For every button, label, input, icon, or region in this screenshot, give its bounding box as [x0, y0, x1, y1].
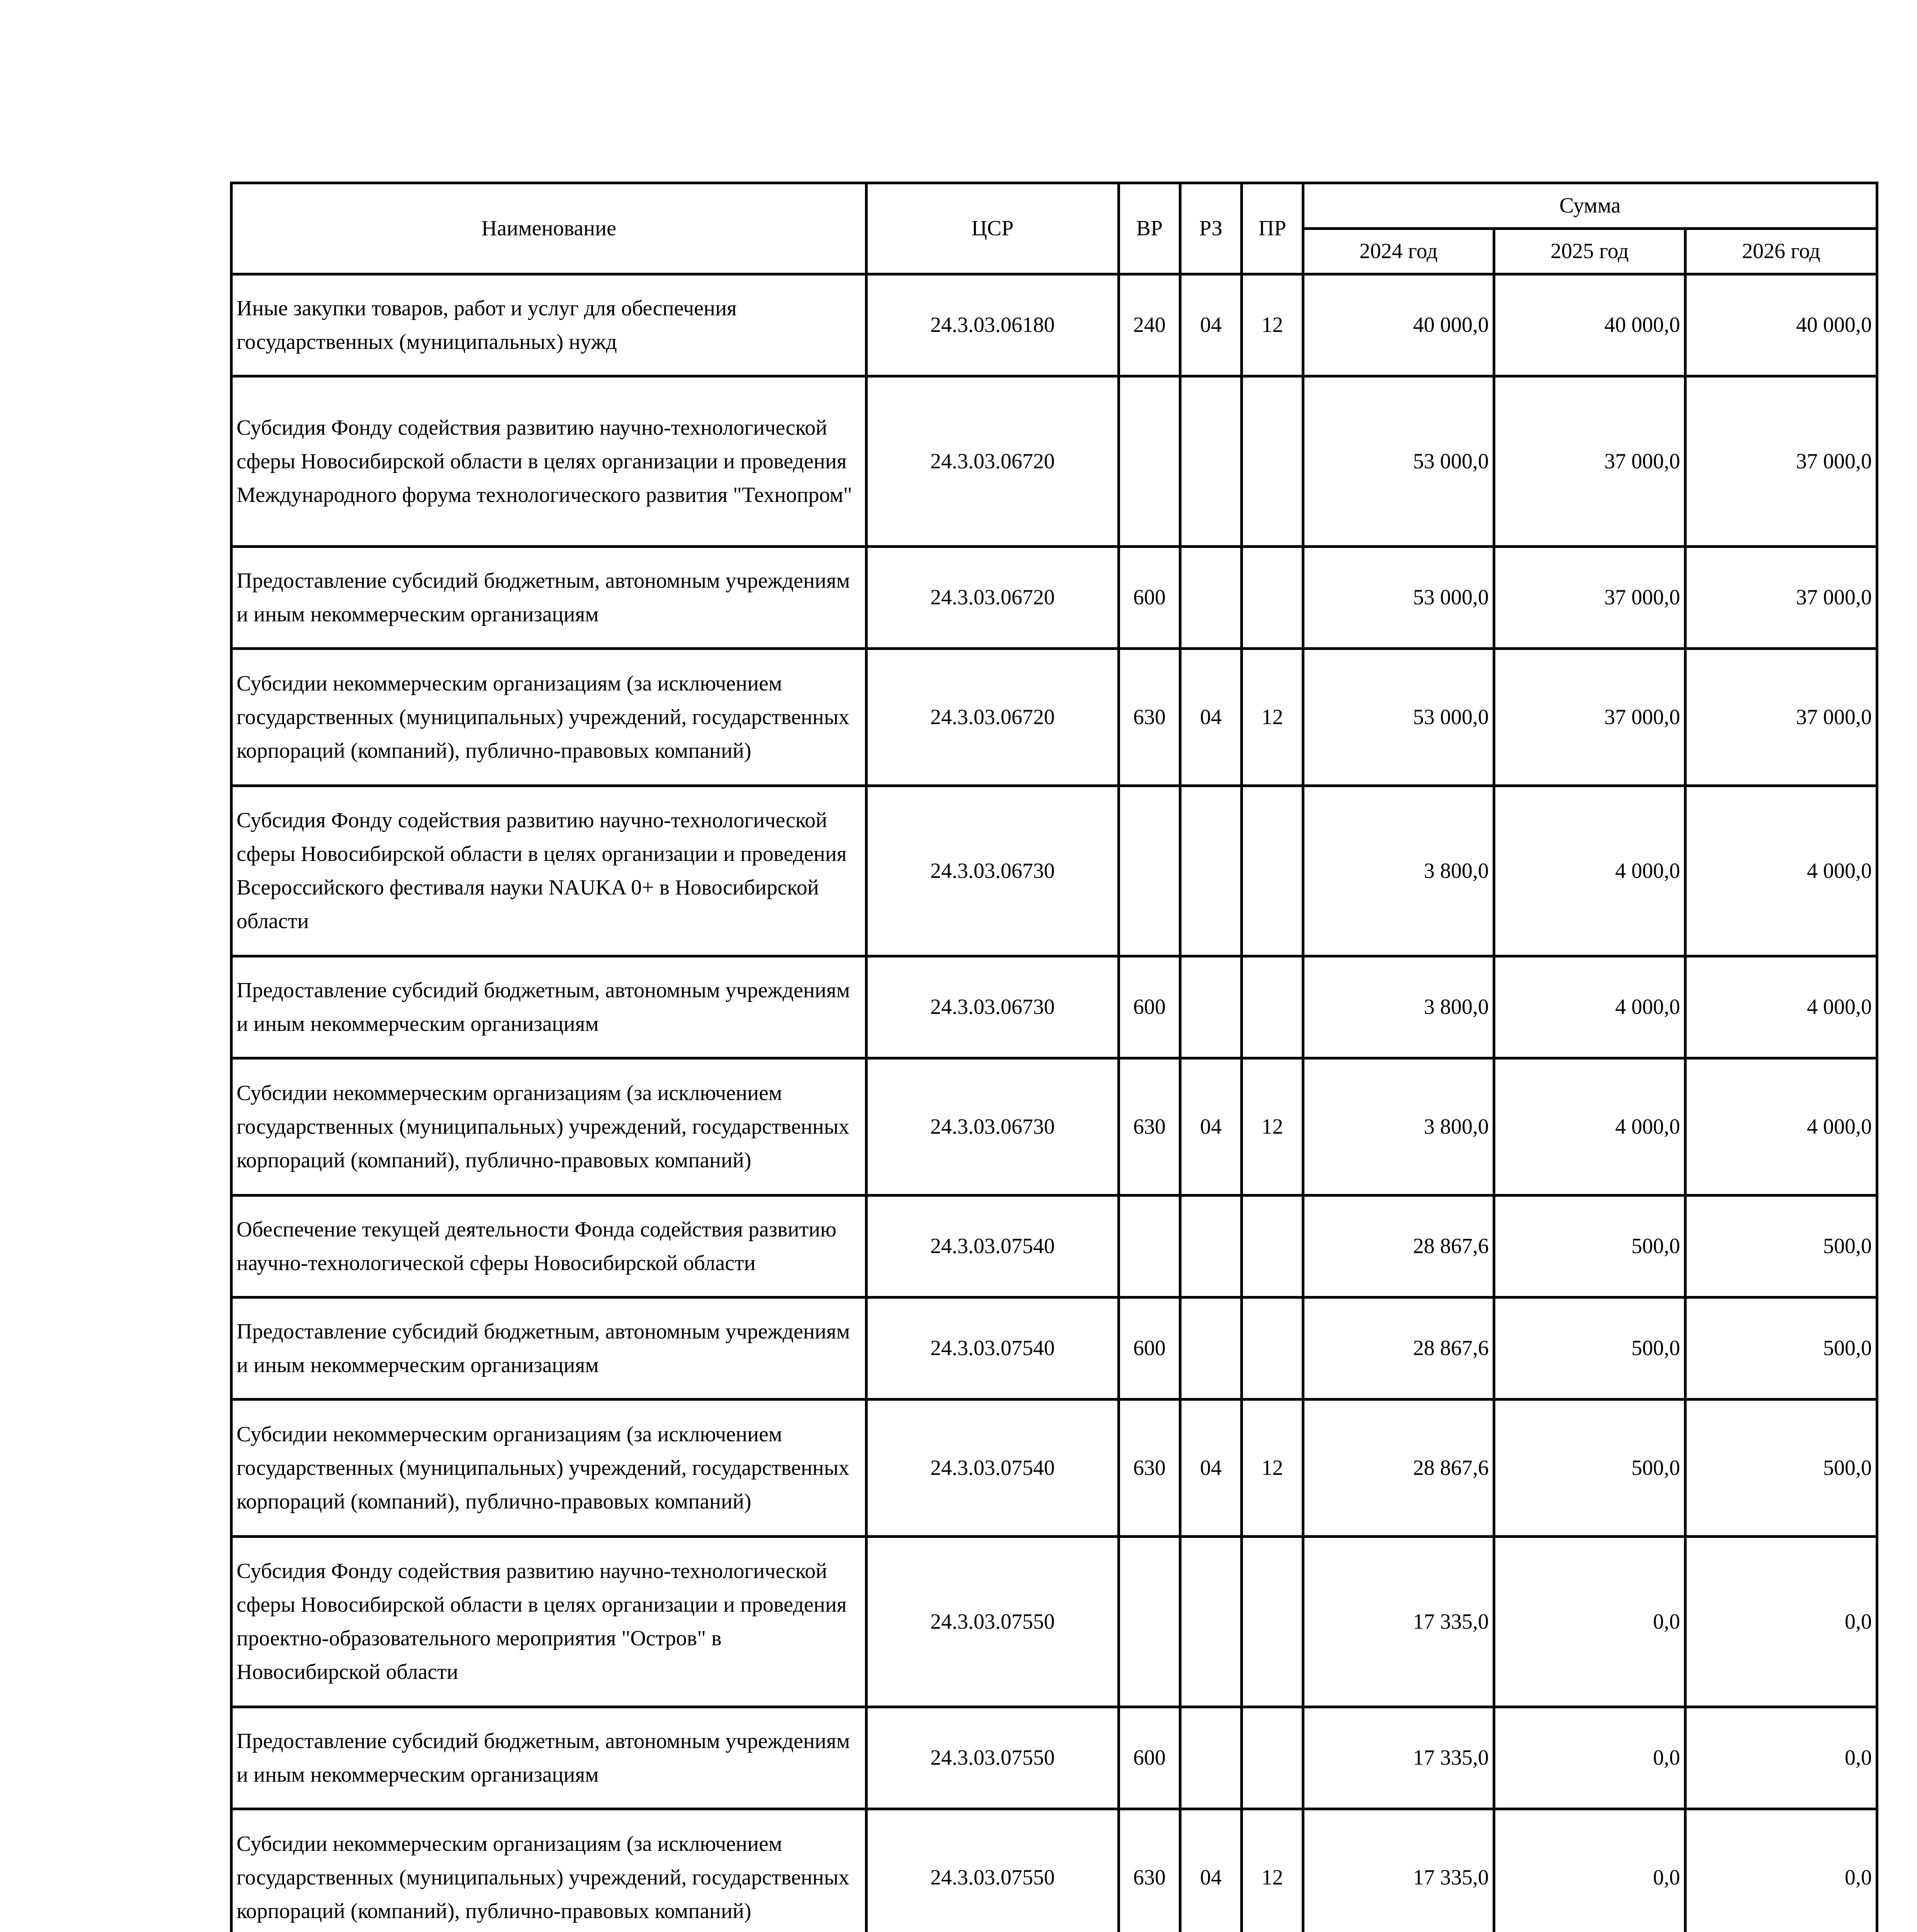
cell-rz [1180, 1298, 1242, 1400]
cell-csr: 24.3.03.07540 [867, 1196, 1119, 1298]
cell-2025: 0,0 [1494, 1537, 1685, 1707]
cell-2026: 0,0 [1685, 1707, 1877, 1809]
cell-name: Субсидии некоммерческим организациям (за исключением государственных (муниципальных) учреждений, государственных корпораций (компаний), публично-правовых компаний) [232, 1400, 867, 1537]
cell-2026: 4 000,0 [1685, 1058, 1877, 1196]
cell-vr [1119, 786, 1180, 956]
cell-csr: 24.3.03.07550 [867, 1537, 1119, 1707]
header-sum: Сумма [1303, 183, 1877, 229]
header-csr: ЦСР [867, 183, 1119, 274]
table-row [232, 547, 1877, 649]
cell-rz: 04 [1180, 1809, 1242, 1932]
cell-rz [1180, 547, 1242, 649]
cell-rz [1180, 956, 1242, 1058]
cell-pr [1242, 1196, 1303, 1298]
cell-2024: 53 000,0 [1303, 376, 1494, 547]
cell-2025: 40 000,0 [1494, 274, 1685, 376]
cell-rz: 04 [1180, 274, 1242, 376]
cell-rz [1180, 786, 1242, 956]
table-row [232, 1707, 1877, 1809]
header-vr: ВР [1119, 183, 1180, 274]
cell-2025: 0,0 [1494, 1809, 1685, 1932]
cell-rz: 04 [1180, 649, 1242, 786]
cell-2025: 4 000,0 [1494, 956, 1685, 1058]
cell-name: Иные закупки товаров, работ и услуг для обеспечения государственных (муниципальных) нужд [232, 274, 867, 376]
cell-pr: 12 [1242, 1809, 1303, 1932]
cell-vr: 630 [1119, 1400, 1180, 1537]
cell-2024: 3 800,0 [1303, 1058, 1494, 1196]
cell-2026: 0,0 [1685, 1809, 1877, 1932]
cell-pr [1242, 956, 1303, 1058]
cell-csr: 24.3.03.06720 [867, 376, 1119, 547]
cell-rz: 04 [1180, 1058, 1242, 1196]
cell-2026: 500,0 [1685, 1400, 1877, 1537]
cell-name: Субсидия Фонду содействия развитию научно-технологической сферы Новосибирской области в целях организации и проведения Всероссийского фестиваля науки NAUKA 0+ в Новосибирской области [232, 786, 867, 956]
cell-2026: 500,0 [1685, 1196, 1877, 1298]
cell-rz [1180, 1707, 1242, 1809]
cell-pr [1242, 376, 1303, 547]
cell-pr: 12 [1242, 274, 1303, 376]
table-row [232, 376, 1877, 547]
cell-pr [1242, 1707, 1303, 1809]
header-name: Наименование [232, 183, 867, 274]
cell-2024: 17 335,0 [1303, 1809, 1494, 1932]
cell-csr: 24.3.03.07540 [867, 1298, 1119, 1400]
cell-2026: 37 000,0 [1685, 649, 1877, 786]
cell-2025: 4 000,0 [1494, 786, 1685, 956]
cell-pr: 12 [1242, 1058, 1303, 1196]
cell-2026: 500,0 [1685, 1298, 1877, 1400]
cell-2025: 500,0 [1494, 1196, 1685, 1298]
table-row [232, 1196, 1877, 1298]
cell-csr: 24.3.03.07550 [867, 1809, 1119, 1932]
cell-2025: 4 000,0 [1494, 1058, 1685, 1196]
cell-2025: 500,0 [1494, 1298, 1685, 1400]
cell-2025: 500,0 [1494, 1400, 1685, 1537]
header-year-2026: 2026 год [1685, 229, 1877, 274]
cell-vr: 600 [1119, 956, 1180, 1058]
cell-name: Обеспечение текущей деятельности Фонда содействия развитию научно-технологической сферы Новосибирской области [232, 1196, 867, 1298]
table-row [232, 1298, 1877, 1400]
table-row [232, 1058, 1877, 1196]
cell-name: Субсидии некоммерческим организациям (за исключением государственных (муниципальных) учреждений, государственных корпораций (компаний), публично-правовых компаний) [232, 649, 867, 786]
cell-2024: 28 867,6 [1303, 1400, 1494, 1537]
cell-2024: 53 000,0 [1303, 649, 1494, 786]
cell-name: Субсидия Фонду содействия развитию научно-технологической сферы Новосибирской области в целях организации и проведения Международного форума технологического развития "Технопром" [232, 376, 867, 547]
cell-name: Предоставление субсидий бюджетным, автономным учреждениям и иным некоммерческим организациям [232, 956, 867, 1058]
cell-vr: 600 [1119, 547, 1180, 649]
cell-csr: 24.3.03.06730 [867, 1058, 1119, 1196]
cell-vr [1119, 1196, 1180, 1298]
cell-vr [1119, 376, 1180, 547]
cell-pr [1242, 1537, 1303, 1707]
header-rz: РЗ [1180, 183, 1242, 274]
cell-rz [1180, 376, 1242, 547]
cell-name: Субсидия Фонду содействия развитию научно-технологической сферы Новосибирской области в целях организации и проведения проектно-образовательного мероприятия "Остров" в Новосибирской области [232, 1537, 867, 1707]
cell-2026: 37 000,0 [1685, 547, 1877, 649]
table-row [232, 1809, 1877, 1932]
cell-vr: 630 [1119, 1058, 1180, 1196]
cell-2026: 4 000,0 [1685, 956, 1877, 1058]
table-row [232, 786, 1877, 956]
cell-csr: 24.3.03.07550 [867, 1707, 1119, 1809]
cell-2024: 3 800,0 [1303, 956, 1494, 1058]
cell-csr: 24.3.03.06730 [867, 786, 1119, 956]
cell-2026: 37 000,0 [1685, 376, 1877, 547]
cell-vr: 630 [1119, 649, 1180, 786]
cell-rz [1180, 1196, 1242, 1298]
cell-csr: 24.3.03.07540 [867, 1400, 1119, 1537]
cell-2024: 3 800,0 [1303, 786, 1494, 956]
cell-pr: 12 [1242, 649, 1303, 786]
cell-2024: 28 867,6 [1303, 1298, 1494, 1400]
cell-rz [1180, 1537, 1242, 1707]
cell-vr: 600 [1119, 1707, 1180, 1809]
cell-2026: 4 000,0 [1685, 786, 1877, 956]
cell-pr [1242, 786, 1303, 956]
cell-name: Предоставление субсидий бюджетным, автономным учреждениям и иным некоммерческим организациям [232, 547, 867, 649]
header-year-2024: 2024 год [1303, 229, 1494, 274]
cell-name: Субсидии некоммерческим организациям (за исключением государственных (муниципальных) учреждений, государственных корпораций (компаний), публично-правовых компаний) [232, 1058, 867, 1196]
cell-vr: 240 [1119, 274, 1180, 376]
cell-2025: 37 000,0 [1494, 649, 1685, 786]
cell-2024: 40 000,0 [1303, 274, 1494, 376]
cell-2024: 53 000,0 [1303, 547, 1494, 649]
table-row [232, 1400, 1877, 1537]
cell-2026: 0,0 [1685, 1537, 1877, 1707]
cell-rz: 04 [1180, 1400, 1242, 1537]
cell-csr: 24.3.03.06180 [867, 274, 1119, 376]
table-row [232, 956, 1877, 1058]
cell-2024: 17 335,0 [1303, 1707, 1494, 1809]
cell-csr: 24.3.03.06720 [867, 649, 1119, 786]
cell-name: Субсидии некоммерческим организациям (за исключением государственных (муниципальных) учреждений, государственных корпораций (компаний), публично-правовых компаний) [232, 1809, 867, 1932]
cell-pr [1242, 547, 1303, 649]
cell-pr [1242, 1298, 1303, 1400]
cell-2024: 28 867,6 [1303, 1196, 1494, 1298]
cell-2025: 0,0 [1494, 1707, 1685, 1809]
cell-csr: 24.3.03.06720 [867, 547, 1119, 649]
cell-vr [1119, 1537, 1180, 1707]
table-row [232, 274, 1877, 376]
cell-2025: 37 000,0 [1494, 376, 1685, 547]
table-row [232, 1537, 1877, 1707]
cell-2026: 40 000,0 [1685, 274, 1877, 376]
budget-table [230, 182, 1878, 1932]
cell-name: Предоставление субсидий бюджетным, автономным учреждениям и иным некоммерческим организациям [232, 1298, 867, 1400]
cell-vr: 600 [1119, 1298, 1180, 1400]
header-year-2025: 2025 год [1494, 229, 1685, 274]
cell-name: Предоставление субсидий бюджетным, автономным учреждениям и иным некоммерческим организациям [232, 1707, 867, 1809]
table-body [232, 274, 1877, 1932]
cell-csr: 24.3.03.06730 [867, 956, 1119, 1058]
cell-pr: 12 [1242, 1400, 1303, 1537]
header-pr: ПР [1242, 183, 1303, 274]
cell-2025: 37 000,0 [1494, 547, 1685, 649]
table-row [232, 649, 1877, 786]
cell-vr: 630 [1119, 1809, 1180, 1932]
cell-2024: 17 335,0 [1303, 1537, 1494, 1707]
